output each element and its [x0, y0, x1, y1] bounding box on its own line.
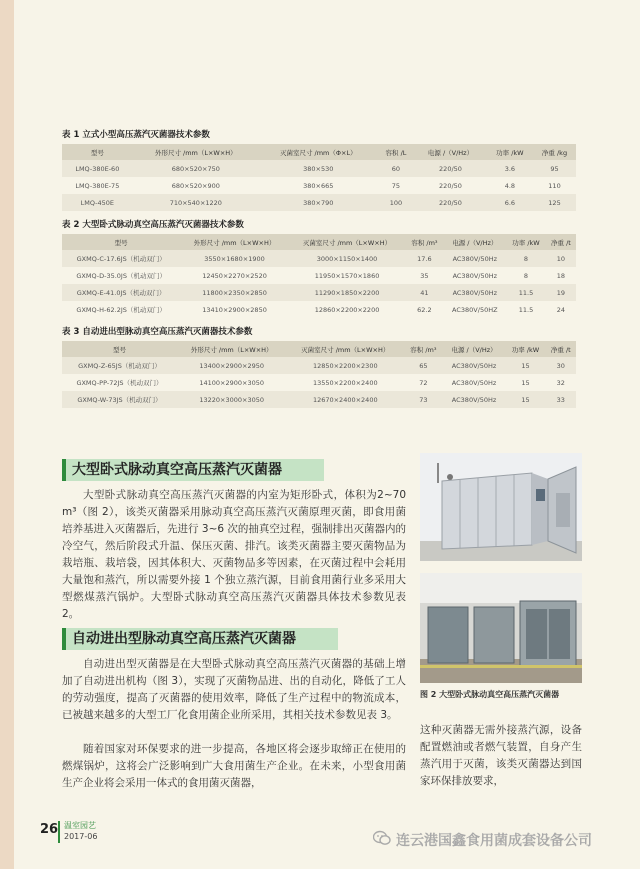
table-header-cell: 容积 /m³: [405, 234, 443, 250]
table-cell: 8: [506, 250, 546, 267]
section2-heading: 自动进出型脉动真空高压蒸汽灭菌器: [62, 628, 338, 650]
table-cell: 32: [546, 374, 576, 391]
table-row: [62, 160, 576, 177]
table-cell: 11950×1570×1860: [289, 267, 406, 284]
table-cell: 30: [546, 357, 576, 374]
table-cell: 3000×1150×1400: [289, 250, 406, 267]
table-cell: 11800×2350×2850: [180, 284, 288, 301]
table-cell: 12850×2200×2300: [286, 357, 404, 374]
table-cell: 62.2: [405, 301, 443, 318]
table-header-cell: 外形尺寸 /mm（L×W×H）: [133, 144, 259, 160]
table-row: [62, 284, 576, 301]
table-cell: 41: [405, 284, 443, 301]
spec-table-1: [62, 144, 576, 211]
table-cell: 15: [505, 391, 545, 408]
wechat-icon: [373, 830, 391, 846]
table-header-cell: 净重 /t: [546, 234, 576, 250]
section2-paragraph-1: 自动进出型灭菌器是在大型卧式脉动真空高压蒸汽灭菌器的基础上增加了自动进出机构（图 3），实现了灭菌物品进、出的自动化，降低了工人的劳动强度，提高了灭菌器的使用效率，降低了生产过程中的物流成本，已被越来越多的大型工厂化食用菌企业所采用，其相关技术参数见表 3。: [62, 658, 406, 721]
table-header-cell: 电源 /（V/Hz）: [443, 341, 506, 357]
table-cell: 4.8: [487, 177, 533, 194]
spec-table-2: [62, 234, 576, 318]
table-cell: 220/50: [414, 194, 486, 211]
table-header-cell: 净重 /t: [546, 341, 576, 357]
table-cell: 73: [404, 391, 443, 408]
table-cell: AC380V/50Hz: [443, 357, 506, 374]
table-caption: 表 1 立式小型高压蒸汽灭菌器技术参数: [62, 130, 210, 140]
table-header-cell: 灭菌室尺寸 /mm（L×W×H）: [286, 341, 404, 357]
table-row: [62, 194, 576, 211]
table-row: [62, 391, 576, 408]
table-cell: 110: [533, 177, 576, 194]
table-row: [62, 374, 576, 391]
table-header-cell: 容积 /m³: [404, 341, 443, 357]
table-header-cell: 功率 /kW: [505, 341, 545, 357]
table-header-cell: 净重 /kg: [533, 144, 576, 160]
table-cell: AC380V/50Hz: [444, 250, 507, 267]
table-row: [62, 177, 576, 194]
table-header-cell: 功率 /kW: [487, 144, 533, 160]
table-cell: GXMQ-H-62.2JS（机动双门）: [62, 301, 180, 318]
table-cell: 15: [505, 374, 545, 391]
table-header-cell: 电源 /（V/Hz）: [414, 144, 486, 160]
table-cell: 95: [533, 160, 576, 177]
table-header-cell: 灭菌室尺寸 /mm（L×W×H）: [289, 234, 406, 250]
table-cell: 65: [404, 357, 443, 374]
table-caption: 表 2 大型卧式脉动真空高压蒸汽灭菌器技术参数: [62, 220, 244, 230]
table-cell: AC380V/50Hz: [443, 391, 506, 408]
table-cell: 13220×3000×3050: [177, 391, 286, 408]
table-cell: 11290×1850×2200: [289, 284, 406, 301]
table-cell: 220/50: [414, 160, 486, 177]
table-cell: 35: [405, 267, 443, 284]
table-cell: 33: [546, 391, 576, 408]
table-cell: 680×520×900: [133, 177, 259, 194]
table-row: [62, 357, 576, 374]
section2-paragraph-2: 随着国家对环保要求的进一步提高，各地区将会逐步取缔正在使用的燃煤锅炉，这将会广泛影响到广大食用菌生产企业。在未来，小型食用菌生产企业将会采用一体式的食用菌灭菌器，: [62, 743, 406, 789]
table-cell: 13410×2900×2850: [180, 301, 288, 318]
sterilizer-photo-1: [420, 453, 582, 561]
table-cell: 12860×2200×2200: [289, 301, 406, 318]
table-cell: 100: [378, 194, 415, 211]
table-cell: GXMQ-E-41.0JS（机动双门）: [62, 284, 180, 301]
table-cell: 11.5: [506, 284, 546, 301]
table-cell: 125: [533, 194, 576, 211]
spec-table-3: [62, 341, 576, 408]
table-cell: GXMQ-PP-72JS（机动双门）: [62, 374, 177, 391]
table-cell: 13400×2900×2950: [177, 357, 286, 374]
table-cell: LMQ-450E: [62, 194, 133, 211]
section2-right-column: 这种灭菌器无需外接蒸汽源，设备配置燃油或者燃气装置，自身产生蒸汽用于灭菌，该类灭菌器达到国家环保排放要求，: [420, 724, 582, 787]
section1-paragraph: 大型卧式脉动真空高压蒸汽灭菌器的内室为矩形卧式，体积为2~70 m³（图 2），该类灭菌器采用脉动真空高压蒸汽灭菌原理灭菌，即食用菌培养基进入灭菌器后，先进行 3~6 次的抽真空过程，强制排出灭菌器内的冷空气，然后阶段式升温、保压灭菌、排汽。该类灭菌器主要灭菌物品为栽培瓶、栽培袋，因其体积大、灭菌物品多等因素，在灭菌过程中会耗用大量饱和蒸汽，所以需要外接 1 个独立蒸汽源，目前食用菌行业多采用大型燃煤蒸汽锅炉。大型卧式脉动真空高压蒸汽灭菌器具体技术参数见表 2。: [62, 489, 406, 620]
table-header-cell: 型号: [62, 234, 180, 250]
table-cell: AC380V/50Hz: [443, 374, 506, 391]
table-cell: 13550×2200×2400: [286, 374, 404, 391]
table-cell: 3.6: [487, 160, 533, 177]
table-row: [62, 250, 576, 267]
footer-divider: [58, 821, 60, 843]
table-cell: AC380V/50Hz: [444, 284, 507, 301]
table-cell: 24: [546, 301, 576, 318]
table-header-cell: 外形尺寸 /mm（L×W×H）: [180, 234, 288, 250]
table-cell: 710×540×1220: [133, 194, 259, 211]
table-caption: 表 3 自动进出型脉动真空高压蒸汽灭菌器技术参数: [62, 327, 253, 337]
table-cell: 380×530: [259, 160, 378, 177]
sterilizer-photo-2: [420, 573, 582, 683]
magazine-name: 温室园艺: [64, 821, 96, 830]
table-cell: AC380V/50Hz: [444, 267, 507, 284]
table-header-cell: 容积 /L: [378, 144, 415, 160]
table-cell: GXMQ-Z-65JS（机动双门）: [62, 357, 177, 374]
table-cell: 72: [404, 374, 443, 391]
table-cell: GXMQ-D-35.0JS（机动双门）: [62, 267, 180, 284]
table-header-cell: 功率 /kW: [506, 234, 546, 250]
table-cell: LMQ-380E-60: [62, 160, 133, 177]
table-cell: 220/50: [414, 177, 486, 194]
page-edge-strip: [0, 0, 14, 869]
table-header-cell: 型号: [62, 341, 177, 357]
table-row: [62, 267, 576, 284]
table-header-cell: 灭菌室尺寸 /mm（Φ×L）: [259, 144, 378, 160]
table-cell: 15: [505, 357, 545, 374]
spec-tables: [62, 130, 576, 417]
table-cell: 11.5: [506, 301, 546, 318]
table-cell: 380×790: [259, 194, 378, 211]
table-row: [62, 301, 576, 318]
table-cell: 680×520×750: [133, 160, 259, 177]
table-header-cell: 电源 /（V/Hz）: [444, 234, 507, 250]
table-cell: GXMQ-W-73JS（机动双门）: [62, 391, 177, 408]
table-cell: 8: [506, 267, 546, 284]
table-cell: AC380V/50HZ: [444, 301, 507, 318]
table-cell: 17.6: [405, 250, 443, 267]
table-cell: 19: [546, 284, 576, 301]
table-cell: 6.6: [487, 194, 533, 211]
table-cell: 3550×1680×1900: [180, 250, 288, 267]
table-cell: 18: [546, 267, 576, 284]
table-header-cell: 外形尺寸 /mm（L×W×H）: [177, 341, 286, 357]
page-number: 26: [40, 822, 59, 837]
table-cell: 60: [378, 160, 415, 177]
table-cell: 10: [546, 250, 576, 267]
table-cell: GXMQ-C-17.6JS（机动双门）: [62, 250, 180, 267]
table-cell: LMQ-380E-75: [62, 177, 133, 194]
table-cell: 12450×2270×2520: [180, 267, 288, 284]
figure-caption: 图 2 大型卧式脉动真空高压蒸汽灭菌器: [420, 690, 560, 699]
watermark-text: 连云港国鑫食用菌成套设备公司: [396, 833, 592, 849]
table-cell: 12670×2400×2400: [286, 391, 404, 408]
section1-heading: 大型卧式脉动真空高压蒸汽灭菌器: [62, 459, 324, 481]
table-cell: 14100×2900×3050: [177, 374, 286, 391]
issue-date: 2017-06: [64, 832, 98, 841]
table-cell: 75: [378, 177, 415, 194]
table-cell: 380×665: [259, 177, 378, 194]
table-header-cell: 型号: [62, 144, 133, 160]
